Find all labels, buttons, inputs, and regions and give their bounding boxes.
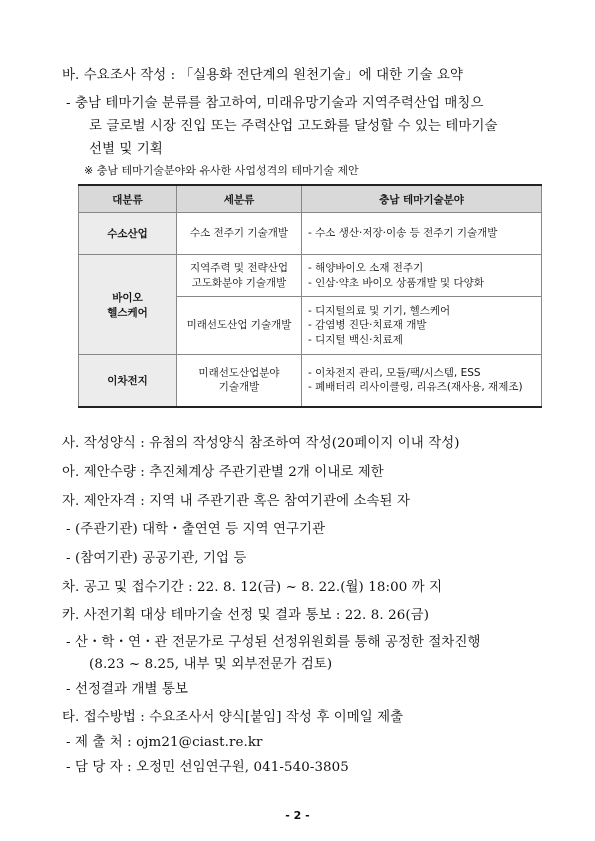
item-ja-sub2: - (참여기관) 공공기관, 기업 등 [66, 551, 247, 566]
item-a: 아. 제안수량 : 추진체계상 주관기관별 2개 이내로 제한 [62, 465, 384, 480]
field-cell: - 디지털의료 및 기기, 헬스케어 - 감염병 진단·치료재 개발 - 디지털 백신·치료제 [302, 297, 542, 355]
item-sa: 사. 작성양식 : 유첨의 작성양식 참조하여 작성(20페이지 이내 작성) [62, 436, 460, 451]
header-category: 대분류 [79, 185, 177, 213]
table-row [79, 213, 542, 255]
theme-tech-table [78, 184, 542, 408]
header-field: 충남 테마기술분야 [302, 185, 542, 213]
item-ka-sub1-line2: (8.23 ~ 8.25, 내부 및 외부전문가 검토) [89, 657, 333, 672]
field-cell: - 수소 생산·저장·이송 등 전주기 기술개발 [302, 213, 542, 255]
item-ta: 타. 접수방법 : 수요조사서 양식[붙임] 작성 후 이메일 제출 [62, 710, 404, 725]
item-ka: 카. 사전기획 대상 테마기술 선정 및 결과 통보 : 22. 8. 26(금) [62, 608, 430, 623]
field-cell: - 해양바이오 소재 전주기 - 인삼·약초 바이오 상품개발 및 다양화 [302, 255, 542, 297]
subcategory-cell: 수소 전주기 기술개발 [177, 213, 302, 255]
page-number: - 2 - [285, 809, 310, 822]
category-cell: 이차전지 [79, 355, 177, 407]
item-ka-sub1-line1: - 산・학・연・관 전문가로 구성된 선정위원회를 통해 공정한 절차진행 [66, 635, 481, 650]
item-ka-sub2: - 선정결과 개별 통보 [66, 682, 188, 697]
table-row [79, 255, 542, 297]
item-ta-contact: - 담 당 자 : 오정민 선임연구원, 041-540-3805 [66, 760, 349, 775]
section-ba-item1-line1: - 충남 테마기술 분류를 참고하여, 미래유망기술과 지역주력산업 매칭으 [66, 96, 484, 111]
item-cha: 차. 공고 및 접수기간 : 22. 8. 12(금) ~ 8. 22.(월) 18:00 까 지 [62, 580, 443, 595]
section-ba-note: ※ 충남 테마기술분야와 유사한 사업성격의 테마기술 제안 [84, 164, 359, 177]
item-ja-sub1: - (주관기관) 대학・출연연 등 지역 연구기관 [66, 522, 326, 537]
subcategory-cell: 미래선도산업분야 기술개발 [177, 355, 302, 407]
header-subcategory: 세분류 [177, 185, 302, 213]
field-cell: - 이차전지 관리, 모듈/팩/시스템, ESS - 폐배터리 리사이클링, 리유즈(재사용, 재제조) [302, 355, 542, 407]
section-ba-item1-line3: 선별 및 기획 [89, 142, 163, 157]
category-cell: 수소산업 [79, 213, 177, 255]
item-ja: 자. 제안자격 : 지역 내 주관기관 혹은 참여기관에 소속된 자 [62, 494, 410, 509]
subcategory-cell: 미래선도산업 기술개발 [177, 297, 302, 355]
item-ta-email: - 제 출 처 : ojm21@ciast.re.kr [66, 735, 263, 750]
category-cell: 바이오 헬스케어 [79, 255, 177, 355]
table-header-row [79, 185, 542, 213]
section-ba-item1-line2: 로 글로벌 시장 진입 또는 주력산업 고도화를 달성할 수 있는 테마기술 [89, 119, 498, 134]
table-row [79, 355, 542, 407]
subcategory-cell: 지역주력 및 전략산업 고도화분야 기술개발 [177, 255, 302, 297]
section-ba-title: 바. 수요조사 작성 : 「실용화 전단계의 원천기술」에 대한 기술 요약 [62, 68, 464, 83]
